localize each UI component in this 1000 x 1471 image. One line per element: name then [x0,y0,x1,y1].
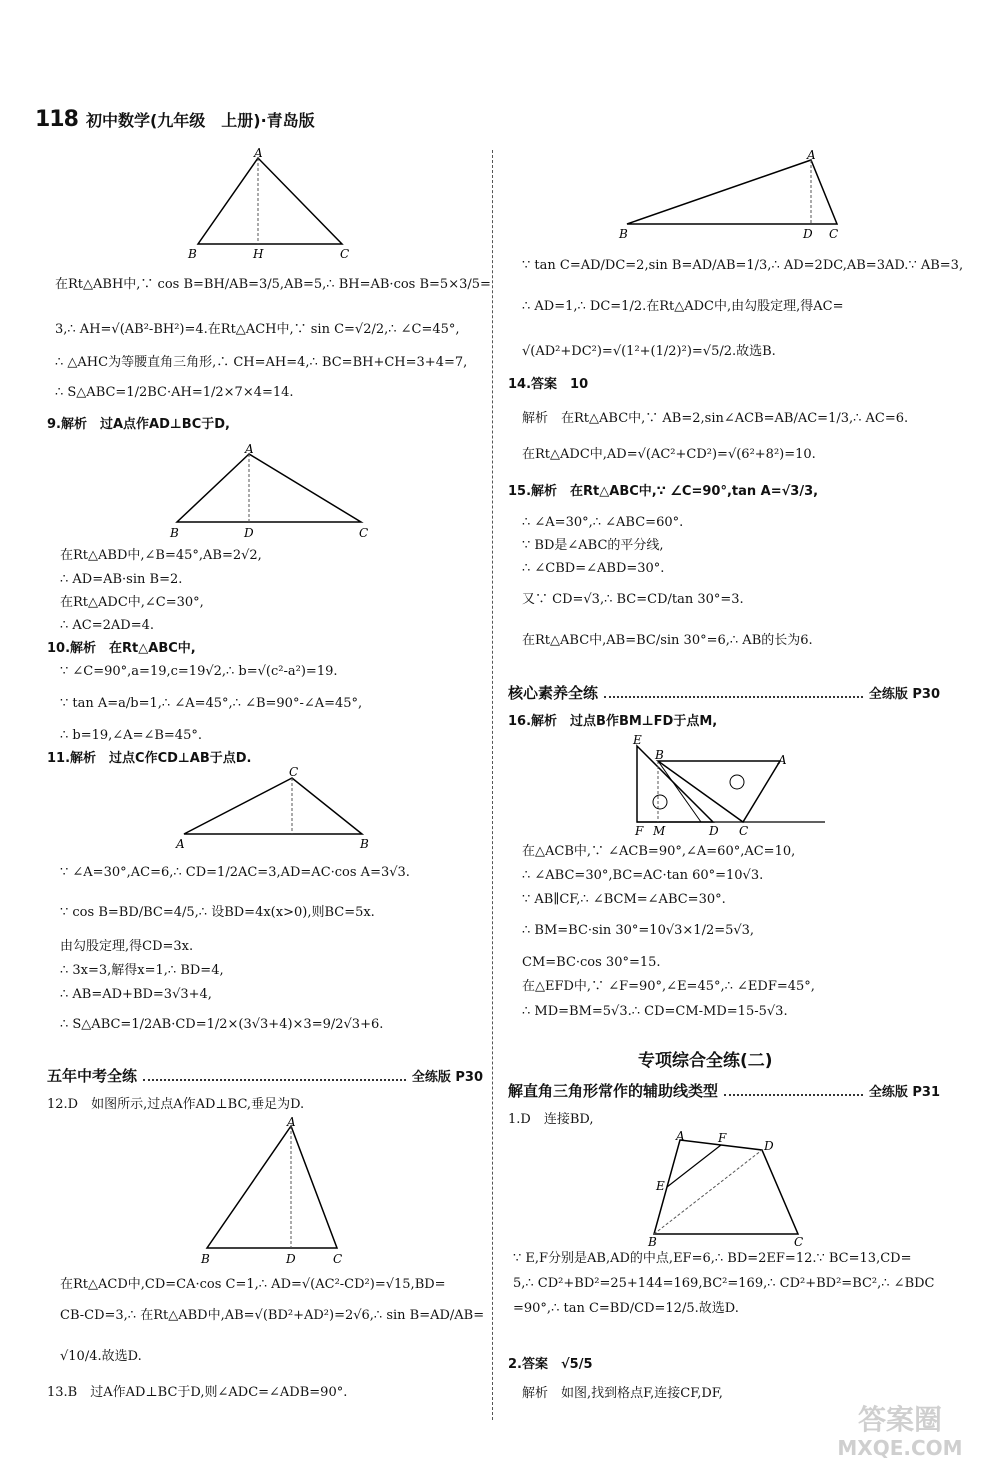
section-title: 解直角三角形常作的辅助线类型 [508,1082,719,1100]
figure-triangle-abh [180,148,370,260]
column-divider [492,150,493,1420]
text-line: ∴ ∠ABC=30°,BC=AC·tan 60°=10√3. [522,868,764,883]
label-b: B [188,247,197,260]
label-a: A [807,148,816,162]
text-line: ∴ MD=BM=5√3.∴ CD=CM-MD=15-5√3. [522,1004,788,1019]
label-a: A [176,837,185,851]
triangle-abc [658,761,780,822]
text-line: ∵ E,F分别是AB,AD的中点,EF=6,∴ BD=2EF=12.∵ BC=13,CD= [513,1251,912,1266]
section-title: 五年中考全练 [47,1067,138,1085]
text-line: ∵ ∠A=30°,AC=6,∴ CD=1/2AC=3,AD=AC·cos A=3√3. [60,865,410,880]
text-line: 在Rt△ADC中,AD=√(AC²+CD²)=√(6²+8²)=10. [522,447,816,462]
label-a: A [245,444,254,456]
figure-triangle-acb [172,764,372,852]
watermark-text: 答案圈 [857,1403,942,1436]
text-line: 3,∴ AH=√(AB²-BH²)=4.在Rt△ACH中,∵ sin C=√2/2,∴ ∠C=45°, [55,322,460,337]
triangle-shape [207,1126,337,1248]
label-b: B [655,748,664,762]
text-line: ∴ AD=1,∴ DC=1/2.在Rt△ADC中,由勾股定理,得AC= [522,299,844,314]
hole-circle [653,795,667,809]
text-line: 5,∴ CD²+BD²=25+144=169,BC²=169,∴ CD²+BD²=BC²,∴ ∠BDC [513,1276,935,1291]
text-line: ∵ BD是∠ABC的平分线, [522,538,664,553]
problem-13: 13.B 过A作AD⊥BC于D,则∠ADC=∠ADB=90°. [47,1385,348,1400]
text-line: 在Rt△ABH中,∵ cos B=BH/AB=3/5,AB=5,∴ BH=AB·cos B=5×3/5= [55,277,491,292]
label-d: D [764,1139,774,1153]
figure-set-squares [625,732,830,838]
text-line: √10/4.故选D. [60,1349,142,1364]
midline-ef [667,1145,721,1187]
label-d: D [286,1252,296,1266]
problem-15: 15.解析 在Rt△ABC中,∵ ∠C=90°,tan A=√3/3, [508,484,819,499]
label-b: B [170,526,179,540]
problem-2: 2.答案 √5/5 [508,1357,593,1372]
text-line: ∴ 3x=3,解得x=1,∴ BD=4, [60,963,224,978]
text-line: ∴ ∠CBD=∠ABD=30°. [522,561,665,576]
text-line: 解析 在Rt△ABC中,∵ AB=2,sin∠ACB=AB/AC=1/3,∴ AC=6. [522,411,909,426]
label-e: E [633,733,642,747]
text-line: ∴ AD=AB·sin B=2. [60,572,183,587]
text-line: CM=BC·cos 30°=15. [522,955,661,970]
problem-9: 9.解析 过A点作AD⊥BC于D, [47,417,230,432]
text-line: ∴ BM=BC·sin 30°=10√3×1/2=5√3, [522,923,755,938]
problem-12: 12.D 如图所示,过点A作AD⊥BC,垂足为D. [47,1097,305,1112]
section-header [508,682,940,703]
label-f: F [718,1131,727,1145]
page-number: 118 [35,106,78,132]
text-line: 由勾股定理,得CD=3x. [60,939,194,954]
triangle-shape [184,778,362,834]
label-c: C [829,227,839,240]
text-line: ∴ AB=AD+BD=3√3+4, [60,987,212,1002]
section-ref: 全练版 P31 [868,1085,940,1100]
text-line: 在Rt△ABD中,∠B=45°,AB=2√2, [60,548,262,563]
label-b: B [648,1235,657,1249]
section-ref: 全练版 P30 [868,687,940,702]
label-b: B [619,227,628,240]
text-line: 在Rt△ABC中,AB=BC/sin 30°=6,∴ AB的长为6. [522,633,813,648]
text-line: ∵ tan A=a/b=1,∴ ∠A=45°,∴ ∠B=90°-∠A=45°, [60,696,363,711]
text-line: ∴ S△ABC=1/2BC·AH=1/2×7×4=14. [55,385,294,400]
text-line: ∴ AC=2AD=4. [60,618,155,633]
triangle-efd [637,746,713,822]
text-line: ∵ tan C=AD/DC=2,sin B=AD/AB=1/3,∴ AD=2DC,AB=3AD.∵ AB=3, [522,258,964,273]
text-line: 解析 如图,找到格点F,连接CF,DF, [522,1386,723,1401]
label-c: C [340,247,350,260]
figure-triangle-abd [165,444,375,542]
leader-dots [604,688,863,698]
label-h: H [253,247,264,260]
label-c: C [289,765,299,779]
diagonal-bd [654,1150,762,1234]
label-c: C [359,526,369,540]
label-d: D [244,526,254,540]
text-line: 在△ACB中,∵ ∠ACB=90°,∠A=60°,AC=10, [522,844,796,859]
text-line: √(AD²+DC²)=√(1²+(1/2)²)=√5/2.故选B. [522,344,776,359]
text-line: 在△EFD中,∵ ∠F=90°,∠E=45°,∴ ∠EDF=45°, [522,979,815,994]
hole-circle [730,775,744,789]
figure-quadrilateral [640,1128,815,1250]
text-line: CB-CD=3,∴ 在Rt△ABD中,AB=√(BD²+AD²)=2√6,∴ sin B=AD/AB= [60,1308,485,1323]
label-b: B [201,1252,210,1266]
special-section-title: 专项综合全练(二) [638,1051,773,1071]
label-b: B [360,837,369,851]
text-line: 在Rt△ADC中,∠C=30°, [60,595,204,610]
label-a: A [676,1129,685,1143]
text-line: ∴ b=19,∠A=∠B=45°. [60,728,202,743]
figure-triangle-abc-12 [195,1116,355,1268]
label-d: D [803,227,813,240]
watermark [810,1403,990,1461]
section-header [47,1065,483,1086]
quadrilateral-shape [654,1140,798,1234]
problem-1: 1.D 连接BD, [508,1112,594,1127]
label-c: C [333,1252,343,1266]
text-line: 在Rt△ACD中,CD=CA·cos C=1,∴ AD=√(AC²-CD²)=√15,BD= [60,1277,446,1292]
text-line: ∵ AB∥CF,∴ ∠BCM=∠ABC=30°. [522,892,726,907]
section-title: 核心素养全练 [508,684,599,702]
label-f: F [635,824,644,838]
figure-triangle-abdc [615,148,845,240]
text-line: ∴ △AHC为等腰直角三角形,∴ CH=AH=4,∴ BC=BH+CH=3+4=7, [55,355,468,370]
label-c: C [794,1235,804,1249]
triangle-shape [177,454,361,522]
text-line: ∵ ∠C=90°,a=19,c=19√2,∴ b=√(c²-a²)=19. [60,664,338,679]
problem-16: 16.解析 过点B作BM⊥FD于点M, [508,714,718,729]
text-line: ∴ ∠A=30°,∴ ∠ABC=60°. [522,515,684,530]
problem-11: 11.解析 过点C作CD⊥AB于点D. [47,751,252,766]
text-line: ∵ cos B=BD/BC=4/5,∴ 设BD=4x(x>0),则BC=5x. [60,905,375,920]
leader-dots [143,1071,406,1081]
label-a: A [778,753,787,767]
text-line: 又∵ CD=√3,∴ BC=CD/tan 30°=3. [522,592,744,607]
label-m: M [653,824,666,838]
book-title: 初中数学(九年级 上册)·青岛版 [85,110,315,130]
label-a: A [287,1116,296,1129]
leader-dots [724,1086,863,1096]
triangle-shape [627,160,837,224]
problem-14: 14.答案 10 [508,377,589,392]
label-a: A [254,148,263,160]
triangle-shape [198,158,342,244]
label-d: D [709,824,719,838]
problem-10: 10.解析 在Rt△ABC中, [47,641,196,656]
text-line: =90°,∴ tan C=BD/CD=12/5.故选D. [513,1301,739,1316]
text-line: ∴ S△ABC=1/2AB·CD=1/2×(3√3+4)×3=9/2√3+6. [60,1017,384,1032]
label-e: E [656,1179,665,1193]
watermark-url: MXQE.COM [837,1436,963,1460]
inner-line [658,761,701,822]
section-header [508,1080,940,1101]
label-c: C [739,824,749,838]
section-ref: 全练版 P30 [411,1070,483,1085]
page-header [35,104,315,134]
